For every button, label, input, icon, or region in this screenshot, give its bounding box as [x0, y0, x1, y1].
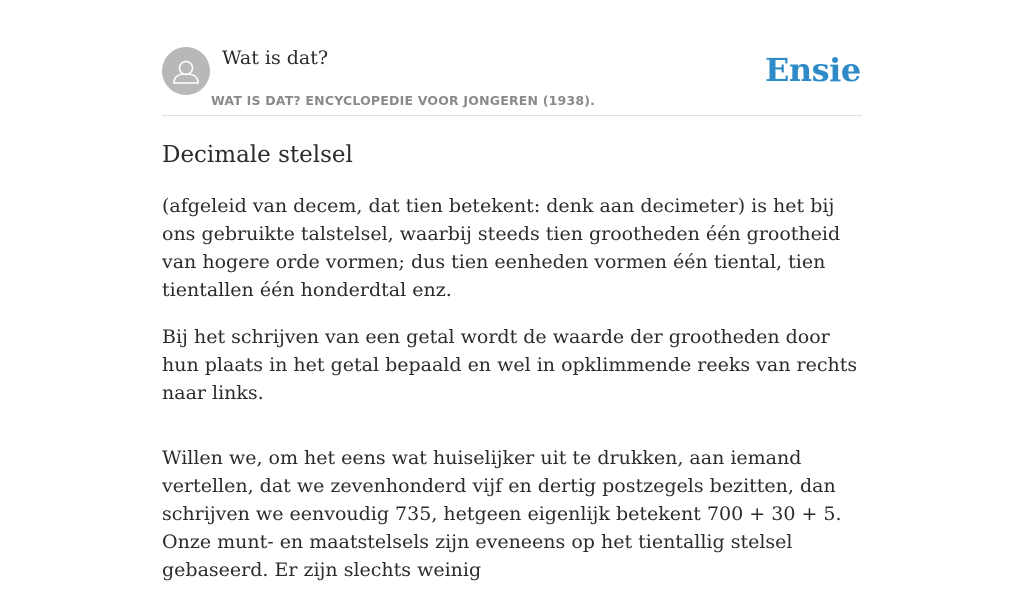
- user-placeholder-icon: [162, 47, 210, 95]
- article-paragraph: (afgeleid van decem, dat tien betekent: denk aan decimeter) is het bij ons gebruikte talstelsel, waarbij steeds tien grootheden één grootheid van hogere orde vormen; dus tien eenheden vormen één tiental, tien tientallen één honderdtal enz.: [162, 195, 841, 301]
- source-subtitle[interactable]: WAT IS DAT? ENCYCLOPEDIE VOOR JONGEREN (1938).: [211, 93, 596, 108]
- article-title: Decimale stelsel: [162, 142, 353, 168]
- ensie-logo[interactable]: Ensie: [765, 51, 861, 89]
- header-divider: [162, 115, 862, 116]
- source-title[interactable]: Wat is dat?: [222, 47, 329, 69]
- article-paragraph: Bij het schrijven van een getal wordt de waarde der grootheden door hun plaats in het getal bepaald en wel in opklimmende reeks van rechts naar links.: [162, 326, 858, 404]
- avatar[interactable]: [162, 47, 210, 95]
- article-body: [162, 192, 862, 603]
- article-paragraph: Willen we, om het eens wat huiselijker uit te drukken, aan iemand vertellen, dat we zevenhonderd vijf en dertig postzegels bezitten, dan schrijven we eenvoudig 735, hetgeen eigenlijk betekent 700 + 30 + 5. Onze munt- en maatstelsels zijn eveneens op het tientallig stelsel gebaseerd. Er zijn slechts weinig: [162, 447, 842, 581]
